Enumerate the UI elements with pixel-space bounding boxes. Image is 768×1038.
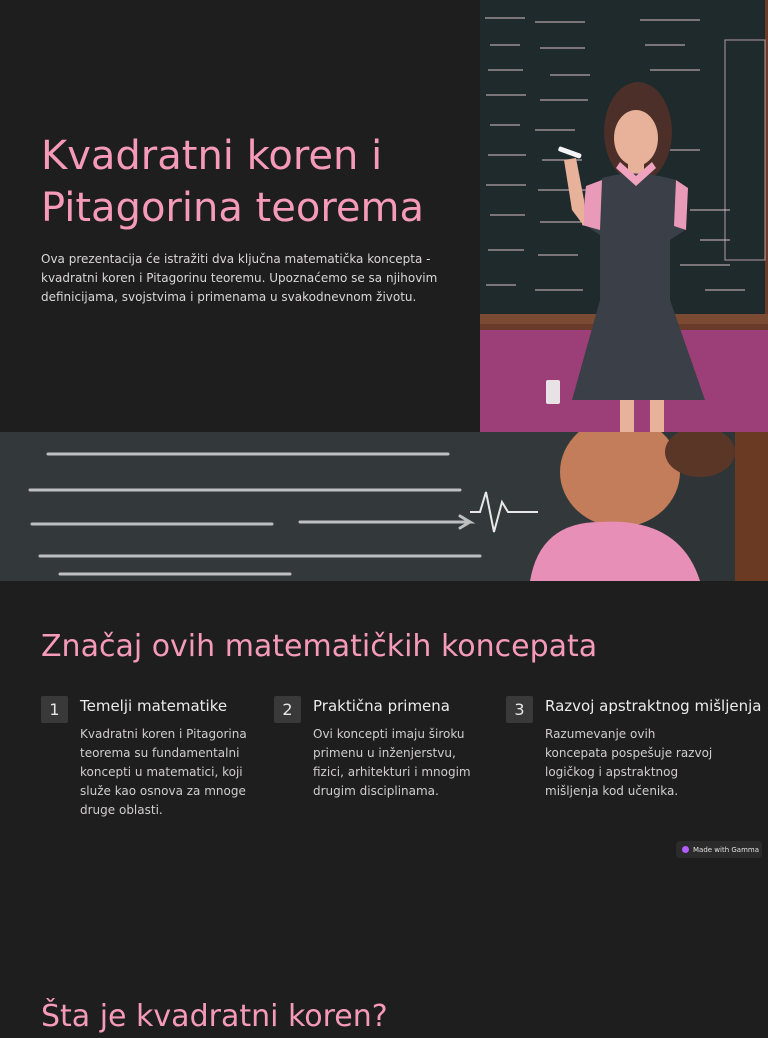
- card-text: Ovi koncepti imaju široku primenu u inženjerstvu, fizici, arhitekturi i mnogim drugim disciplinama.: [313, 727, 471, 798]
- number-badge: 3: [506, 696, 533, 723]
- badge-label: Made with Gamma: [693, 845, 760, 854]
- number-badge: 1: [41, 696, 68, 723]
- card-text: Kvadratni koren i Pitagorina teorema su fundamentalni koncepti u matematici, koji služe kao osnova za mnoge druge oblasti.: [80, 727, 247, 817]
- card-title: Razvoj apstraktnog mišljenja: [545, 697, 762, 715]
- gamma-logo-icon: [682, 846, 689, 853]
- hero-description: Ova prezentacija će istražiti dva ključna matematička koncepta - kvadratni koren i Pitagorinu teoremu. Upoznaćemo se sa njihovim definicijama, svojstvima i primenama u svakodnevnom životu.: [41, 252, 438, 304]
- card-text: Razumevanje ovih koncepata pospešuje razvoj logičkog i apstraktnog mišljenja kod učenika.: [545, 727, 713, 798]
- hero-section: [0, 0, 768, 432]
- chalkboard-banner-image: [0, 432, 768, 581]
- number-badge: 2: [274, 696, 301, 723]
- teacher-chalkboard-image: [480, 0, 768, 432]
- section-title-next: Šta je kvadratni koren?: [41, 999, 388, 1034]
- made-with-gamma-badge[interactable]: [676, 841, 762, 858]
- card-title: Temelji matematike: [80, 697, 228, 715]
- card-title: Praktična primena: [313, 697, 450, 715]
- page-title: Kvadratni koren i Pitagorina teorema: [41, 133, 424, 231]
- section-title: Značaj ovih matematičkih koncepata: [41, 629, 598, 664]
